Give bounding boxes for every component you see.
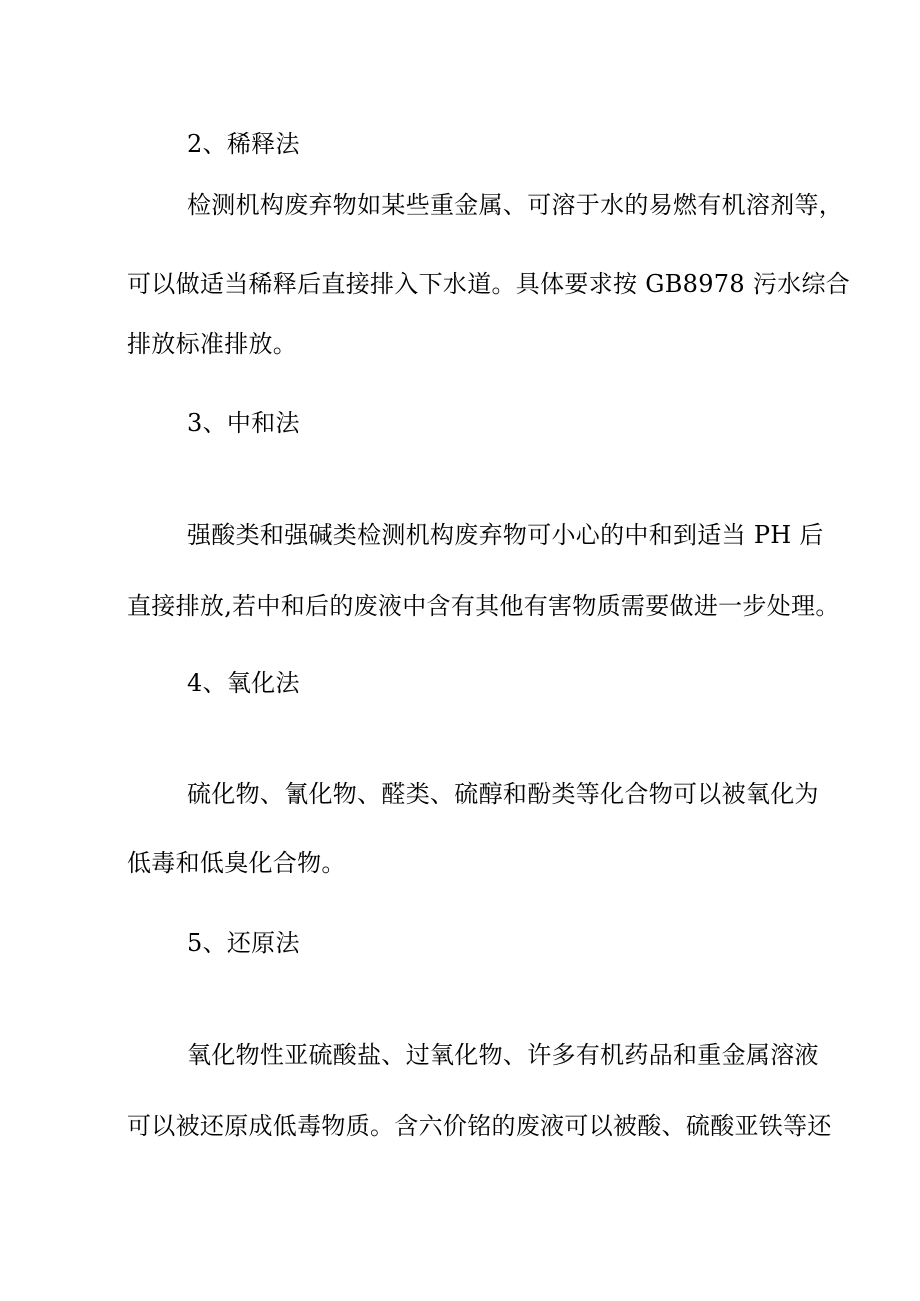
section-heading: 4、氧化法 — [187, 669, 300, 697]
paragraph-line: 强酸类和强碱类检测机构废弃物可小心的中和到适当 PH 后 — [187, 521, 824, 549]
section-heading: 2、稀释法 — [187, 130, 300, 158]
paragraph-line: 可以做适当稀释后直接排入下水道。具体要求按 GB8978 污水综合 — [127, 270, 851, 298]
paragraph-line: 直接排放,若中和后的废液中含有其他有害物质需要做进一步处理。 — [127, 592, 840, 620]
section-heading: 3、中和法 — [187, 409, 300, 437]
paragraph-line: 排放标准排放。 — [127, 330, 298, 358]
paragraph-line: 可以被还原成低毒物质。含六价铭的废液可以被酸、硫酸亚铁等还 — [127, 1112, 832, 1140]
section-heading: 5、还原法 — [187, 929, 300, 957]
paragraph-line: 低毒和低臭化合物。 — [127, 849, 346, 877]
paragraph-line: 检测机构废弃物如某些重金属、可溶于水的易燃有机溶剂等， — [187, 191, 844, 219]
paragraph-line: 硫化物、氰化物、醛类、硫醇和酚类等化合物可以被氧化为 — [187, 780, 819, 808]
paragraph-line: 氧化物性亚硫酸盐、过氧化物、许多有机药品和重金属溶液 — [187, 1041, 819, 1069]
